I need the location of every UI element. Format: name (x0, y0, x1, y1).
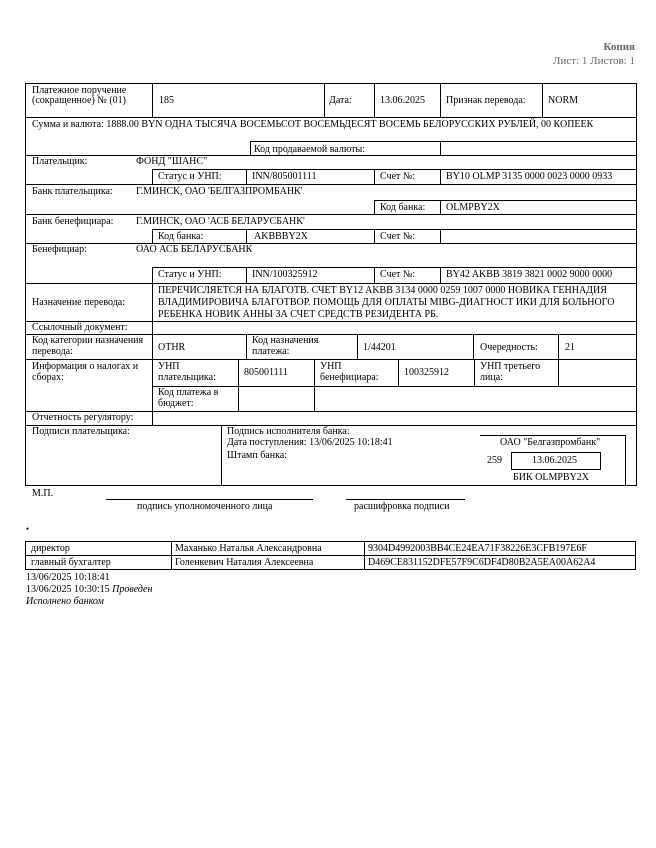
stamp-date: 13.06.2025 (532, 455, 577, 466)
stamp-bik: БИК OLMPBY2X (513, 472, 590, 483)
log-line-2 (26, 585, 152, 596)
priority-label: Очередность: (480, 342, 538, 353)
benef-status-label: Статус и УНП: (158, 269, 222, 280)
sold-currency-label: Код продаваемой валюты: (254, 144, 366, 155)
payer-name: ФОНД "ШАНС" (136, 156, 208, 167)
reference-label: Ссылочный документ: (32, 322, 128, 333)
amount-text: Сумма и валюта: 1888.00 BYN ОДНА ТЫСЯЧА ВОСЕМЬСОТ ВОСЕМЬДЕСЯТ ВОСЕМЬ БЕЛОРУССКИХ РУБЛЕЙ, 00 КОПЕЕК (32, 119, 594, 130)
taxes-label: Информация о налогах и сборах: (32, 361, 139, 383)
purpose-label: Назначение перевода: (32, 297, 126, 308)
benef-bank-code-value: AKBBBY2X (254, 231, 308, 242)
log-line-1: 13/06/2025 10:18:41 (26, 572, 110, 583)
budget-code-label: Код платежа в бюджет: (158, 387, 219, 409)
benef-account-value: BY42 AKBB 3819 3821 0002 9000 0000 (446, 269, 613, 280)
payer-status-label: Статус и УНП: (158, 171, 222, 182)
seal-placeholder: М.П. (32, 488, 54, 499)
benef-unp-label: УНП бенефициара: (320, 361, 379, 383)
payer-signatures-label: Подписи плательщика: (32, 426, 130, 437)
date-label: Дата: (329, 95, 352, 106)
benef-status-value: INN/100325912 (252, 269, 318, 280)
transfer-sign-label: Признак перевода: (446, 95, 526, 106)
bank-executor-label: Подпись исполнителя банка: (227, 426, 350, 437)
decoding-signature-caption: расшифровка подписи (354, 501, 450, 512)
bullet-mark: • (26, 524, 30, 534)
payer-unp-value: 805001111 (244, 367, 288, 378)
signer-hash: D469CE831152DFE57F9C6DF4D80B2A5EA00A62A4 (368, 557, 596, 568)
third-unp-label: УНП третьего лица: (480, 361, 541, 383)
signer-role: главный бухгалтер (31, 557, 111, 568)
purpose-code-label: Код назначения платежа: (252, 335, 319, 357)
stamp-bank-name: ОАО "Белгазпромбанк" (500, 437, 601, 448)
doc-number: 185 (159, 95, 174, 106)
signer-hash: 9304D4992003BB4CE24EA71F38226E3CFB197E6F (368, 543, 587, 554)
payer-unp-label: УНП плательщика: (158, 361, 216, 383)
log-line-2-time: 13/06/2025 10:30:15 (26, 584, 110, 595)
signer-role: директор (31, 543, 70, 554)
authorized-signature-line (106, 499, 313, 500)
doc-title-label: Платежное поручение (сокращенное) № (01) (32, 85, 127, 106)
bank-stamp-label: Штамп банка: (227, 450, 287, 461)
priority-value: 21 (565, 342, 575, 353)
purpose-text: ПЕРЕЧИСЛЯЕТСЯ НА БЛАГОТВ. СЧЕТ BY12 AKBB 3134 0000 0259 1007 0000 НОВИКА ГЕННАДИЯ ВЛАДИМИРОВИЧА БЛАГОТВОР. ПОМОЩЬ ДЛЯ ОПЛАТЫ MIBG-ДИАГНОСТ ИКИ ДЛЯ БОЛЬНОГО РЕБЕНКА НОВИК АННЫ ЗА СЧЕТ СРЕДСТВ РЕЗИДЕНТА РБ. (158, 285, 615, 320)
purpose-code-value: 1/44201 (363, 342, 396, 353)
benef-bank-code-label: Код банка: (158, 231, 204, 242)
payer-bank-label: Банк плательщика: (32, 186, 113, 197)
payer-bank-name: Г.МИНСК, ОАО 'БЕЛГАЗПРОМБАНК' (136, 186, 303, 197)
payer-bank-code-label: Код банка: (380, 202, 426, 213)
beneficiary-label: Бенефициар: (32, 244, 87, 255)
beneficiary-name: ОАО АСБ БЕЛАРУСБАНК (136, 244, 253, 255)
date-value: 13.06.2025 (380, 95, 425, 106)
benef-bank-name: Г.МИНСК, ОАО 'АСБ БЕЛАРУСБАНК' (136, 216, 305, 227)
payer-account-value: BY10 OLMP 3135 0000 0023 0000 0933 (446, 171, 613, 182)
sheet-count: Лист: 1 Листов: 1 (553, 55, 635, 67)
benef-bank-label: Банк бенефициара: (32, 216, 114, 227)
signer-name: Маханько Наталья Александровна (175, 543, 322, 554)
category-value: OTHR (158, 342, 186, 353)
benef-unp-value: 100325912 (404, 367, 449, 378)
payer-account-label: Счет №: (380, 171, 416, 182)
payer-status-value: INN/805001111 (252, 171, 317, 182)
transfer-sign-value: NORM (548, 95, 579, 106)
signer-name: Голенкевич Наталия Алексеевна (175, 557, 314, 568)
authorized-signature-caption: подпись уполномоченного лица (137, 501, 273, 512)
decoding-signature-line (346, 499, 465, 500)
benef-bank-account-label: Счет №: (380, 231, 416, 242)
stamp-number: 259 (487, 455, 502, 466)
payer-label: Плательщик: (32, 156, 88, 167)
received-datetime: Дата поступления: 13/06/2025 10:18:41 (227, 437, 393, 448)
copy-mark: Копия (603, 41, 635, 53)
payer-bank-code-value: OLMPBY2X (446, 202, 500, 213)
category-label: Код категории назначения перевода: (32, 335, 144, 357)
log-line-2-status: Проведен (112, 584, 153, 595)
regulator-label: Отчетность регулятору: (32, 412, 134, 423)
benef-account-label: Счет №: (380, 269, 416, 280)
log-line-3: Исполнено банком (26, 596, 104, 607)
